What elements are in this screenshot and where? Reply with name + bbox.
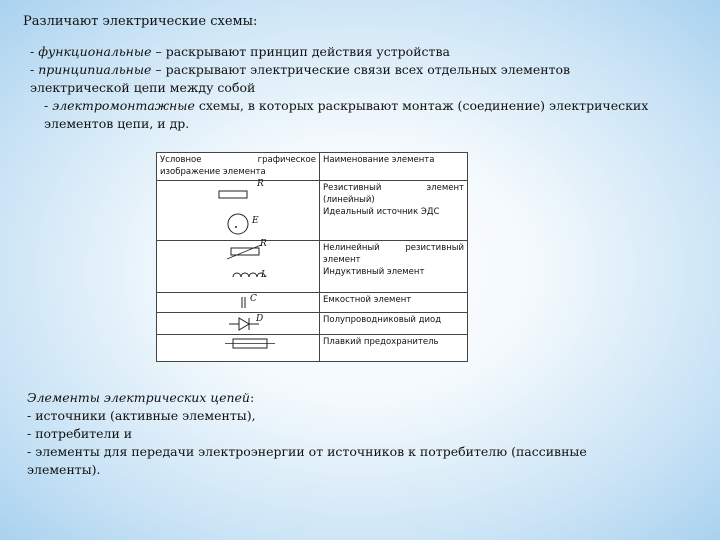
bullet-text: электрической цепи между собой [30,80,256,95]
summary-line-consumers: - потребители и [27,426,133,441]
summary-heading-text: Элементы электрических цепей [27,390,250,405]
symbol-cell-capacitor [157,293,320,313]
resistor-symbol [219,191,247,198]
header-symbol-word3: изображение элемента [160,167,266,177]
table-row [157,181,468,241]
table-row [157,313,468,335]
bullet-dash: - [30,62,39,77]
bullet-text: – раскрывают электрические связи всех отдельных элементов [151,62,571,77]
bullet-wiring [30,97,710,115]
circuit-elements-summary [27,389,697,479]
bullet-text: схемы, в которых раскрывают монтаж (соединение) электрических [194,98,649,113]
circuit-elements-table [156,152,468,362]
symbol-cell-fuse [157,335,320,362]
header-symbol-word1: Условное [160,155,202,165]
resistive-line1 [323,182,464,194]
name-cell-capacitor: Емкостной элемент [320,293,468,313]
nonlinear-line1 [323,242,464,254]
emf-source-symbol [228,214,248,234]
bullet-term: электромонтажные [52,98,195,113]
header-symbol-word2: графическое [257,155,316,165]
resistive-word: Резистивный [323,183,382,193]
nonlinear-resistor-label: R [260,239,267,249]
table-header-row [157,153,468,181]
capacitor-label: C [250,294,257,304]
header-name-cell: Наименование элемента [320,153,468,181]
table-row [157,241,468,293]
name-cell-resistor-source [320,181,468,241]
summary-heading-colon: : [249,390,255,405]
slide-title: Различают электрические схемы: [23,14,258,29]
inductive-name: Индуктивный элемент [323,267,425,277]
symbol-cell-nonlinear-inductor [157,241,320,293]
element-word: элемент [323,255,361,265]
summary-line-transmission-cont: элементы). [27,462,101,477]
table-row [157,335,468,362]
bullet-term: принципиальные [38,62,152,77]
bullet-term: функциональные [38,44,152,59]
bullet-text: – раскрывают принцип действия устройства [151,44,450,59]
bullet-principal-cont [30,79,710,97]
bullet-principal [30,61,710,79]
name-cell-diode: Полупроводниковый диод [320,313,468,335]
header-symbol-cell [157,153,320,189]
bullet-dash: - [44,98,53,113]
summary-heading [27,389,697,407]
emf-source-dot [235,226,237,228]
nonlinear-word: Нелинейный [323,243,380,253]
element-word: элемент [426,183,464,193]
table-row [157,293,468,313]
bullet-dash: - [30,44,39,59]
summary-line-sources: - источники (активные элементы), [27,408,256,423]
nonlinear-inductor-symbols [157,241,313,293]
diode-label: D [256,314,264,324]
schema-types-list [30,43,710,133]
bullet-functional [30,43,710,61]
linear-word: (линейный) [323,195,375,205]
resistive-word: резистивный [405,243,464,253]
summary-line-transmission: - элементы для передачи электроэнергии от источников к потребителю (пассивные [27,444,587,459]
symbol-cell-diode [157,313,320,335]
diode-triangle [239,318,249,330]
fuse-symbol-wrap [157,335,313,359]
diode-symbol-wrap [157,313,313,335]
resistor-label: R [257,179,264,189]
capacitor-symbol-wrap [157,293,313,313]
ideal-source-name: Идеальный источник ЭДС [323,207,440,217]
bullet-text: элементов цепи, и др. [44,116,190,131]
resistor-source-symbols [157,181,313,241]
emf-label: E [252,216,259,226]
bullet-wiring-cont [30,115,710,133]
inductor-label: L [261,270,267,280]
name-cell-nonlinear-inductor [320,241,468,293]
name-cell-fuse: Плавкий предохранитель [320,335,468,362]
symbol-cell-resistor-source [157,181,320,241]
nonlinear-slash [227,245,261,259]
